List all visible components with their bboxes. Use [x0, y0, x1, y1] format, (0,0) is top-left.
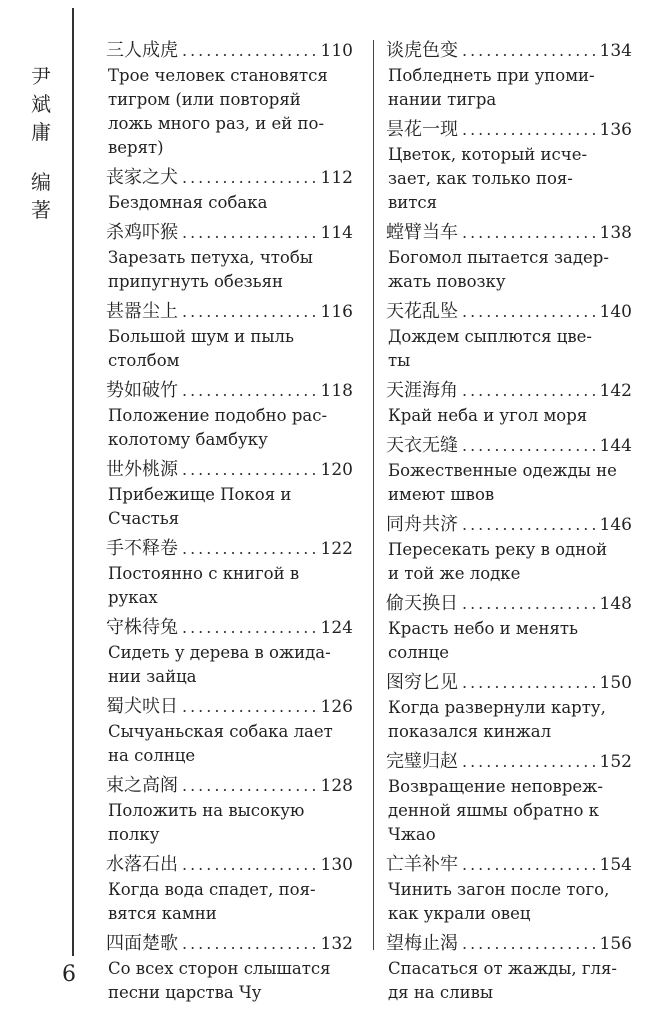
entry-heading — [106, 694, 353, 720]
entry-heading — [386, 670, 632, 696]
translation-line: Край неба и угол моря — [388, 406, 588, 425]
translation — [386, 878, 632, 926]
index-column-left — [106, 38, 353, 1010]
idiom-title: 螳臂当车 — [386, 222, 458, 243]
author-role-char: 编 — [31, 170, 51, 194]
translation — [106, 799, 353, 847]
index-column-right — [386, 38, 632, 1010]
translation-line: денной яшмы обратно к — [388, 801, 599, 820]
page-ref: 124 — [320, 618, 353, 638]
page-ref: 122 — [320, 539, 353, 559]
page-ref: 140 — [599, 302, 632, 322]
translation — [386, 696, 632, 744]
index-entry — [386, 931, 632, 1005]
translation — [386, 64, 632, 112]
idiom-title: 甚嚣尘上 — [106, 301, 178, 322]
page-ref: 144 — [599, 436, 632, 456]
translation-line: Трое человек становятся — [108, 66, 328, 85]
translation — [106, 641, 353, 689]
idiom-title: 偷天换日 — [386, 593, 458, 614]
translation-line: имеют швов — [388, 485, 495, 504]
translation — [106, 483, 353, 531]
translation-line: Сычуаньская собака лает — [108, 722, 333, 741]
entry-heading — [106, 773, 353, 799]
idiom-title: 天花乱坠 — [386, 301, 458, 322]
dot-leader — [462, 117, 596, 143]
entry-heading — [386, 378, 632, 404]
index-entry — [106, 457, 353, 531]
dot-leader — [182, 220, 317, 246]
page-ref: 120 — [320, 460, 353, 480]
translation-line: солнце — [388, 643, 450, 662]
dot-leader — [182, 457, 317, 483]
translation — [106, 191, 353, 215]
dot-leader — [182, 536, 317, 562]
author-char: 斌 — [31, 92, 51, 116]
translation-line: Прибежище Покоя и — [108, 485, 292, 504]
dot-leader — [182, 299, 317, 325]
index-entry — [106, 773, 353, 847]
entry-heading — [386, 931, 632, 957]
dot-leader — [182, 694, 317, 720]
entry-heading — [386, 591, 632, 617]
author-credit — [28, 62, 54, 224]
entry-heading — [386, 433, 632, 459]
entry-heading — [106, 220, 353, 246]
translation — [106, 957, 353, 1005]
translation — [106, 404, 353, 452]
index-entry — [106, 536, 353, 610]
translation-line: вятся камни — [108, 904, 217, 923]
translation-line: Пересекать реку в одной — [388, 540, 608, 559]
translation — [386, 957, 632, 1005]
translation-line: Когда вода спадет, поя- — [108, 880, 316, 899]
page-ref: 150 — [599, 673, 632, 693]
entry-heading — [106, 457, 353, 483]
translation-line: Положить на высокую — [108, 801, 305, 820]
translation-line: Со всех сторон слышатся — [108, 959, 331, 978]
translation-line: Сидеть у дерева в ожида- — [108, 643, 331, 662]
page-ref: 134 — [599, 41, 632, 61]
entry-heading — [106, 615, 353, 641]
dot-leader — [462, 512, 596, 538]
translation — [106, 562, 353, 610]
index-entry — [386, 670, 632, 744]
dot-leader — [462, 220, 596, 246]
translation — [106, 720, 353, 768]
translation-line: руках — [108, 588, 158, 607]
translation-line: тигром (или повторяй — [108, 90, 301, 109]
translation-line: Когда развернули карту, — [388, 698, 606, 717]
idiom-title: 谈虎色变 — [386, 40, 458, 61]
dot-leader — [462, 299, 596, 325]
entry-heading — [386, 117, 632, 143]
page-ref: 114 — [320, 223, 353, 243]
translation-line: Зарезать петуха, чтобы — [108, 248, 313, 267]
translation-line: Богомол пытается задер- — [388, 248, 609, 267]
translation — [106, 878, 353, 926]
translation — [386, 459, 632, 507]
idiom-title: 三人成虎 — [106, 40, 178, 61]
idiom-title: 亡羊补牢 — [386, 854, 458, 875]
index-entry — [386, 299, 632, 373]
dot-leader — [182, 773, 317, 799]
idiom-title: 图穷匕见 — [386, 672, 458, 693]
dot-leader — [462, 378, 596, 404]
translation — [386, 325, 632, 373]
translation-line: Чжао — [388, 825, 436, 844]
entry-heading — [106, 931, 353, 957]
translation-line: Постоянно с книгой в — [108, 564, 300, 583]
translation-line: верят) — [108, 138, 164, 157]
translation-line: Божественные одежды не — [388, 461, 617, 480]
translation-line: вится — [388, 193, 438, 212]
page-ref: 136 — [599, 120, 632, 140]
index-entry — [106, 165, 353, 215]
entry-heading — [106, 299, 353, 325]
page-ref: 148 — [599, 594, 632, 614]
translation — [106, 325, 353, 373]
translation-line: Красть небо и менять — [388, 619, 578, 638]
entry-heading — [106, 165, 353, 191]
translation-line: Бездомная собака — [108, 193, 268, 212]
author-char: 庸 — [31, 120, 51, 144]
page-ref: 156 — [599, 934, 632, 954]
idiom-title: 四面楚歌 — [106, 933, 178, 954]
idiom-title: 丧家之犬 — [106, 167, 178, 188]
translation-line: дя на сливы — [388, 983, 494, 1002]
left-margin-rule — [72, 8, 74, 956]
page-ref: 118 — [320, 381, 353, 401]
page-ref: 110 — [320, 41, 353, 61]
index-entry — [386, 220, 632, 294]
translation-line: ложь много раз, и ей по- — [108, 114, 325, 133]
index-entry — [386, 433, 632, 507]
column-divider — [373, 40, 374, 950]
index-entry — [386, 117, 632, 215]
entry-heading — [386, 299, 632, 325]
index-entry — [106, 378, 353, 452]
idiom-title: 束之高阁 — [106, 775, 178, 796]
translation-line: и той же лодке — [388, 564, 521, 583]
translation-line: Чинить загон после того, — [388, 880, 610, 899]
idiom-title: 蜀犬吠日 — [106, 696, 178, 717]
idiom-title: 水落石出 — [106, 854, 178, 875]
index-entry — [106, 38, 353, 160]
translation-line: колотому бамбуку — [108, 430, 268, 449]
entry-heading — [386, 749, 632, 775]
translation — [386, 775, 632, 847]
page-ref: 130 — [320, 855, 353, 875]
translation-line: Цветок, который исче- — [388, 145, 588, 164]
entry-heading — [386, 852, 632, 878]
translation-line: столбом — [108, 351, 180, 370]
index-entry — [386, 378, 632, 428]
translation-line: припугнуть обезьян — [108, 272, 283, 291]
translation — [386, 404, 632, 428]
dot-leader — [182, 931, 317, 957]
dot-leader — [462, 433, 596, 459]
dot-leader — [462, 931, 596, 957]
translation — [386, 246, 632, 294]
idiom-title: 守株待兔 — [106, 617, 178, 638]
dot-leader — [182, 38, 317, 64]
page-ref: 112 — [320, 168, 353, 188]
idiom-title: 昙花一现 — [386, 119, 458, 140]
index-entry — [106, 299, 353, 373]
translation-line: Спасаться от жажды, гля- — [388, 959, 617, 978]
entry-heading — [106, 852, 353, 878]
entry-heading — [386, 512, 632, 538]
idiom-title: 天衣无缝 — [386, 435, 458, 456]
dot-leader — [462, 852, 596, 878]
dot-leader — [462, 670, 596, 696]
page-ref: 128 — [320, 776, 353, 796]
dot-leader — [182, 615, 317, 641]
translation-line: Побледнеть при упоми- — [388, 66, 595, 85]
page-ref: 126 — [320, 697, 353, 717]
translation — [386, 617, 632, 665]
idiom-title: 望梅止渴 — [386, 933, 458, 954]
index-entry — [386, 591, 632, 665]
idiom-title: 势如破竹 — [106, 380, 178, 401]
translation — [386, 143, 632, 215]
page-ref: 142 — [599, 381, 632, 401]
idiom-title: 世外桃源 — [106, 459, 178, 480]
dot-leader — [462, 38, 596, 64]
entry-heading — [106, 536, 353, 562]
idiom-title: 杀鸡吓猴 — [106, 222, 178, 243]
index-entry — [386, 38, 632, 112]
dot-leader — [462, 749, 596, 775]
idiom-title: 天涯海角 — [386, 380, 458, 401]
translation-line: Большой шум и пыль — [108, 327, 295, 346]
translation-line: нании тигра — [388, 90, 497, 109]
author-char: 尹 — [31, 64, 51, 88]
index-entry — [386, 852, 632, 926]
page-ref: 116 — [320, 302, 353, 322]
translation — [106, 246, 353, 294]
index-entry — [106, 220, 353, 294]
entry-heading — [106, 378, 353, 404]
dot-leader — [462, 591, 596, 617]
idiom-title: 完璧归赵 — [386, 751, 458, 772]
translation-line: как украли овец — [388, 904, 531, 923]
entry-heading — [106, 38, 353, 64]
entry-heading — [386, 38, 632, 64]
translation-line: на солнце — [108, 746, 196, 765]
translation-line: показался кинжал — [388, 722, 552, 741]
page-ref: 146 — [599, 515, 632, 535]
idiom-title: 同舟共济 — [386, 514, 458, 535]
translation-line: Счастья — [108, 509, 180, 528]
dot-leader — [182, 852, 317, 878]
translation-line: песни царства Чу — [108, 983, 262, 1002]
idiom-title: 手不释卷 — [106, 538, 178, 559]
page-ref: 152 — [599, 752, 632, 772]
author-role-char: 著 — [31, 198, 51, 222]
dot-leader — [182, 165, 317, 191]
page-ref: 132 — [320, 934, 353, 954]
page-ref: 138 — [599, 223, 632, 243]
index-entry — [106, 931, 353, 1005]
page-ref: 154 — [599, 855, 632, 875]
index-entry — [386, 512, 632, 586]
entry-heading — [386, 220, 632, 246]
translation-line: Дождем сыплются цве- — [388, 327, 593, 346]
page-number: 6 — [62, 962, 76, 987]
translation — [386, 538, 632, 586]
translation-line: полку — [108, 825, 160, 844]
dot-leader — [182, 378, 317, 404]
translation-line: нии зайца — [108, 667, 197, 686]
translation-line: Возвращение неповреж- — [388, 777, 603, 796]
index-entry — [106, 852, 353, 926]
index-entry — [106, 694, 353, 768]
translation — [106, 64, 353, 160]
translation-line: ты — [388, 351, 411, 370]
index-entry — [106, 615, 353, 689]
translation-line: жать повозку — [388, 272, 506, 291]
translation-line: зает, как только поя- — [388, 169, 573, 188]
translation-line: Положение подобно рас- — [108, 406, 328, 425]
index-entry — [386, 749, 632, 847]
